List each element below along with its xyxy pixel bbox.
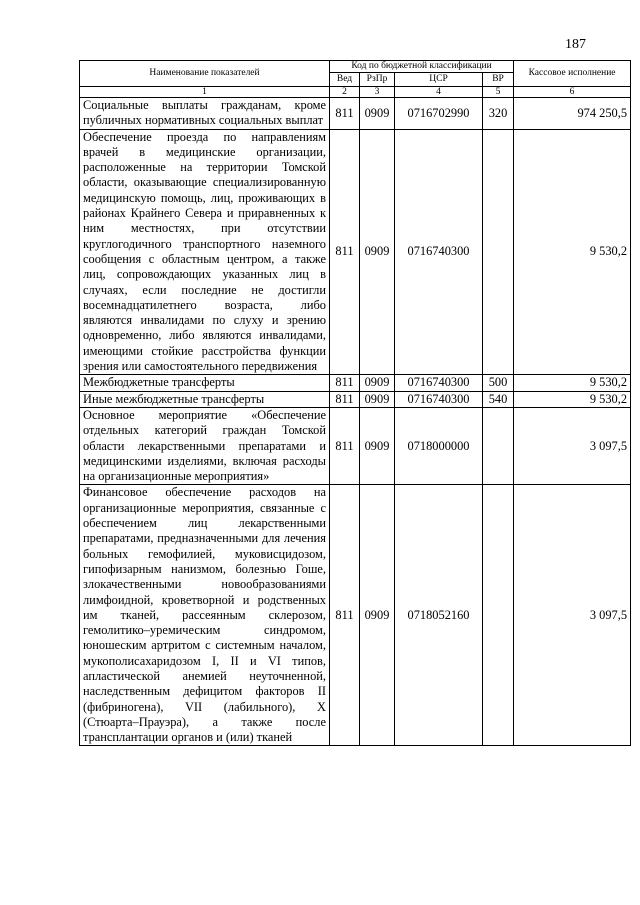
row-amount: 9 530,2 bbox=[514, 391, 631, 407]
col-number: 6 bbox=[514, 87, 631, 98]
row-vr bbox=[483, 485, 514, 746]
row-vr bbox=[483, 407, 514, 484]
row-csr: 0716740300 bbox=[395, 129, 483, 375]
header-rzpr: РзПр bbox=[360, 73, 395, 87]
row-ved: 811 bbox=[330, 98, 360, 130]
table-row bbox=[80, 129, 631, 375]
header-csr: ЦСР bbox=[395, 73, 483, 87]
row-rzpr: 0909 bbox=[360, 375, 395, 391]
table-row bbox=[80, 391, 631, 407]
row-csr: 0716740300 bbox=[395, 375, 483, 391]
col-number: 5 bbox=[483, 87, 514, 98]
row-amount: 3 097,5 bbox=[514, 407, 631, 484]
row-ved: 811 bbox=[330, 485, 360, 746]
col-number: 1 bbox=[80, 87, 330, 98]
row-csr: 0716740300 bbox=[395, 391, 483, 407]
col-number: 2 bbox=[330, 87, 360, 98]
table-row bbox=[80, 485, 631, 746]
page-number: 187 bbox=[565, 37, 586, 52]
col-number: 4 bbox=[395, 87, 483, 98]
row-rzpr: 0909 bbox=[360, 391, 395, 407]
row-vr: 540 bbox=[483, 391, 514, 407]
row-rzpr: 0909 bbox=[360, 129, 395, 375]
table-row bbox=[80, 375, 631, 391]
row-amount: 974 250,5 bbox=[514, 98, 631, 130]
header-ved: Вед bbox=[330, 73, 360, 87]
header-name: Наименование показателей bbox=[80, 61, 330, 87]
row-vr: 500 bbox=[483, 375, 514, 391]
row-name: Финансовое обеспечение расходов на организационные мероприятия, связанные с обеспечением лиц лекарственными препаратами, предназначенными для лечения больных гемофилией, муковисцидозом, гипофизарным нанизмом, болезнью Гоше, злокачественными новообразованиями лимфоидной, кроветворной и родственных им тканей, рассеянным склерозом, гемолитико–уремическим синдромом, юношеским артритом с системным началом, мукополисахаридозом I, II и VI типов, апластической анемией неуточненной, наследственным дефицитом факторов II (фибриногена), VII (лабильного), X (Стюарта–Прауэра), а также после трансплантации органов и (или) тканей bbox=[80, 485, 330, 746]
row-ved: 811 bbox=[330, 391, 360, 407]
row-name: Обеспечение проезда по направлениям врачей в медицинские организации, расположенные на территории Томской области, оказывающие специализированную медицинскую помощь, лиц, проживающих в районах Крайнего Севера и приравненных к ним местностях, при отсутствии круглогодичного транспортного наземного сообщения с областным центром, а также лиц, сопровождающих указанных лиц в случаях, если последние не достигли восемнадцатилетнего возраста, либо являются инвалидами по слуху и зрению одновременно, либо являются инвалидами, имеющими стойкие расстройства функции зрения или самостоятельного передвижения bbox=[80, 129, 330, 375]
row-amount: 9 530,2 bbox=[514, 129, 631, 375]
row-name: Основное мероприятие «Обеспечение отдельных категорий граждан Томской области лекарственными препаратами и медицинскими изделиями, включая расходы на организационные мероприятия» bbox=[80, 407, 330, 484]
row-csr: 0718000000 bbox=[395, 407, 483, 484]
header-amount: Кассовое исполнение bbox=[514, 61, 631, 87]
row-name: Межбюджетные трансферты bbox=[80, 375, 330, 391]
row-csr: 0716702990 bbox=[395, 98, 483, 130]
header-row bbox=[80, 61, 631, 73]
row-rzpr: 0909 bbox=[360, 98, 395, 130]
row-ved: 811 bbox=[330, 129, 360, 375]
row-vr bbox=[483, 129, 514, 375]
row-ved: 811 bbox=[330, 375, 360, 391]
header-vr: ВР bbox=[483, 73, 514, 87]
row-amount: 3 097,5 bbox=[514, 485, 631, 746]
row-ved: 811 bbox=[330, 407, 360, 484]
row-name: Иные межбюджетные трансферты bbox=[80, 391, 330, 407]
row-vr: 320 bbox=[483, 98, 514, 130]
row-name: Социальные выплаты гражданам, кроме публичных нормативных социальных выплат bbox=[80, 98, 330, 130]
table-row bbox=[80, 407, 631, 484]
column-number-row bbox=[80, 87, 631, 98]
header-code-group: Код по бюджетной классификации bbox=[330, 61, 514, 73]
row-csr: 0718052160 bbox=[395, 485, 483, 746]
table-row bbox=[80, 98, 631, 130]
row-rzpr: 0909 bbox=[360, 485, 395, 746]
col-number: 3 bbox=[360, 87, 395, 98]
budget-table bbox=[79, 60, 631, 746]
row-rzpr: 0909 bbox=[360, 407, 395, 484]
row-amount: 9 530,2 bbox=[514, 375, 631, 391]
